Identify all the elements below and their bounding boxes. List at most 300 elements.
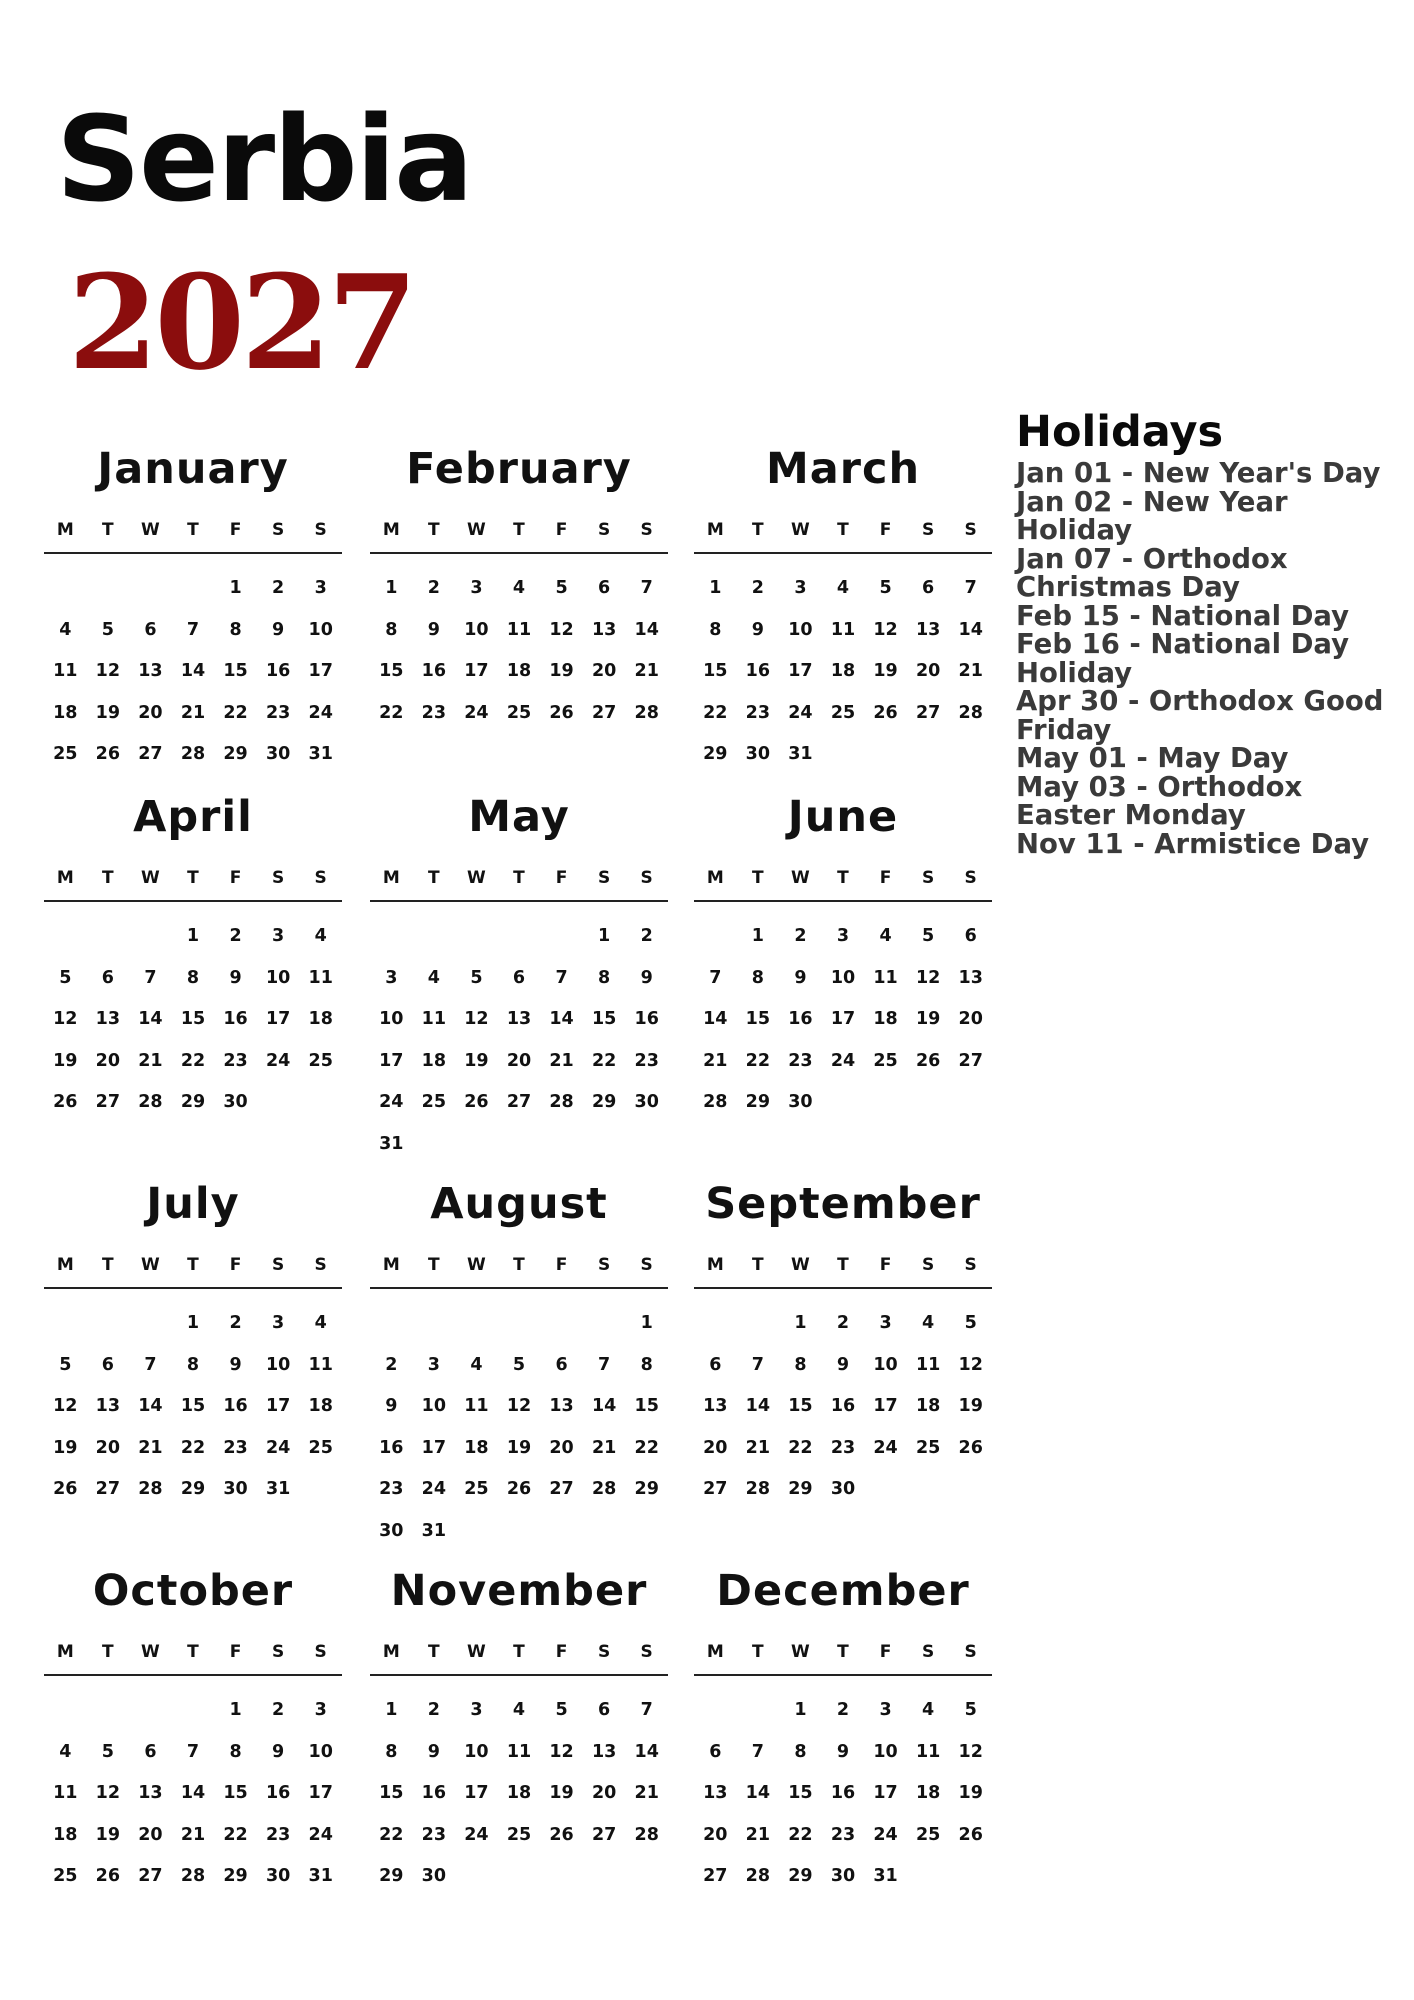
day-cell: 15 [180,1009,206,1029]
day-cell: 10 [421,1396,447,1416]
weekday-header: S [597,520,611,540]
day-cell: 16 [379,1437,404,1458]
day-cell: 19 [958,1783,983,1803]
day-cell: 11 [53,661,78,681]
weekday-header: T [513,1642,525,1662]
day-cell: 11 [53,1783,78,1803]
day-cell: 8 [385,619,398,640]
day-cell: 29 [788,1866,813,1886]
weekday-header: T [513,1255,525,1275]
day-cell: 16 [223,1009,248,1029]
country-title: Serbia [56,90,472,228]
day-cell: 15 [591,1009,617,1029]
weekday-header: W [141,520,160,540]
day-cell: 6 [101,967,114,988]
weekday-header: M [382,868,400,888]
day-cell: 21 [180,702,206,723]
empty-cell [129,1303,172,1345]
weekday-header: W [467,868,486,888]
day-cell: 3 [794,578,807,598]
day-cell: 20 [703,1824,728,1845]
day-cell: 29 [379,1866,404,1886]
day-cell: 26 [873,702,898,723]
day-cell: 8 [709,619,722,640]
day-cell: 20 [958,1009,983,1029]
weekday-header: S [640,868,653,888]
weekday-header: T [752,1255,764,1275]
day-cell: 23 [265,702,291,723]
day-cell: 18 [915,1396,941,1416]
day-cell: 8 [794,1354,807,1375]
day-cell: 24 [830,1050,856,1071]
day-cell: 29 [634,1479,659,1499]
day-cell: 23 [830,1824,856,1845]
day-cell: 29 [591,1092,617,1112]
day-cell: 30 [379,1520,404,1541]
day-cell: 5 [59,967,72,988]
day-cell: 18 [308,1009,333,1029]
empty-cell [44,1303,87,1345]
day-cell: 17 [265,1009,291,1029]
day-cell: 28 [745,1479,771,1499]
empty-cell [413,1303,456,1345]
empty-cell [694,1690,737,1732]
day-cell: 23 [265,1824,291,1845]
day-cell: 25 [464,1479,489,1499]
day-cell: 23 [421,702,447,723]
day-grid [694,568,992,776]
day-cell: 1 [385,1700,398,1720]
day-cell: 9 [427,1741,440,1762]
day-cell: 25 [506,702,532,723]
weekday-header: S [271,520,285,540]
day-cell: 2 [427,578,440,598]
day-cell: 13 [703,1396,728,1416]
day-cell: 19 [95,1824,121,1845]
day-cell: 11 [308,967,333,988]
day-cell: 12 [506,1396,532,1416]
day-cell: 5 [964,1700,977,1720]
day-cell: 7 [640,578,653,598]
day-cell: 27 [591,702,617,723]
weekday-header: W [467,520,486,540]
day-cell: 17 [265,1396,291,1416]
day-cell: 16 [830,1396,856,1416]
day-cell: 11 [830,619,856,640]
day-cell: 26 [915,1050,941,1071]
day-grid [370,1303,668,1552]
day-cell: 4 [836,578,850,598]
day-cell: 31 [379,1133,404,1154]
weekday-header: M [382,1642,400,1662]
empty-cell [172,1690,215,1732]
day-cell: 16 [745,661,771,681]
weekday-header: W [791,1642,810,1662]
day-cell: 22 [591,1050,617,1071]
weekday-header: T [428,868,440,888]
day-cell: 3 [836,926,850,946]
day-cell: 20 [591,1783,617,1803]
weekday-header: T [428,1642,440,1662]
weekday-header: F [555,520,568,540]
day-cell: 24 [464,702,489,723]
day-cell: 21 [591,1437,617,1458]
day-cell: 14 [958,619,983,640]
weekday-header: W [141,1255,160,1275]
day-cell: 9 [836,1354,850,1375]
day-cell: 10 [464,619,489,640]
day-cell: 9 [385,1396,398,1416]
weekday-header: T [513,520,525,540]
day-cell: 12 [464,1009,489,1029]
day-cell: 13 [958,967,983,988]
weekday-header: S [597,1255,611,1275]
day-cell: 28 [549,1092,574,1112]
day-cell: 7 [709,967,722,988]
day-cell: 6 [144,619,157,640]
month-name: December [716,1566,970,1616]
day-cell: 8 [751,967,764,988]
day-cell: 8 [794,1741,807,1762]
month-january [44,444,342,776]
month-name: January [97,444,289,494]
weekday-header-row [370,856,668,902]
day-cell: 27 [915,702,941,723]
day-cell: 2 [229,926,242,946]
day-cell: 11 [421,1009,447,1029]
day-cell: 16 [223,1396,248,1416]
holiday-item: May 03 - Orthodox Easter Monday [1016,770,1303,832]
weekday-header: W [141,1642,160,1662]
day-cell: 3 [314,1700,327,1720]
weekday-header: S [921,1642,935,1662]
day-cell: 1 [229,1700,242,1720]
month-name: October [92,1566,294,1616]
empty-cell [413,916,456,958]
day-cell: 7 [555,967,568,988]
day-cell: 20 [138,1824,163,1845]
day-cell: 27 [138,1866,163,1886]
month-name: July [146,1179,240,1229]
day-cell: 9 [836,1741,850,1762]
day-cell: 16 [265,1783,291,1803]
day-cell: 12 [95,661,121,681]
weekday-header-row [44,508,342,554]
day-cell: 29 [223,744,248,764]
day-cell: 26 [53,1092,78,1112]
day-cell: 23 [745,702,771,723]
day-cell: 10 [873,1354,898,1375]
day-cell: 2 [836,1313,850,1333]
day-grid [44,916,342,1124]
empty-cell [44,568,87,610]
day-cell: 6 [144,1741,157,1762]
weekday-header: T [752,1642,764,1662]
day-cell: 23 [223,1437,248,1458]
day-cell: 21 [634,661,659,681]
empty-cell [455,1303,498,1345]
weekday-header-row [370,508,668,554]
day-cell: 4 [922,1700,935,1720]
day-cell: 21 [549,1050,574,1071]
day-cell: 27 [703,1479,728,1499]
day-cell: 17 [421,1437,447,1458]
day-cell: 23 [634,1050,659,1071]
day-cell: 22 [379,702,404,723]
month-name: June [787,792,899,842]
weekday-header: F [229,1642,242,1662]
day-cell: 16 [634,1009,659,1029]
weekday-header-row [370,1630,668,1676]
empty-cell [129,916,172,958]
weekday-header: T [837,1642,849,1662]
empty-cell [540,916,583,958]
day-cell: 27 [549,1479,574,1499]
day-cell: 7 [964,578,977,598]
day-cell: 31 [265,1479,291,1499]
month-september [694,1179,992,1511]
day-cell: 10 [265,1354,291,1375]
day-cell: 30 [788,1092,813,1112]
weekday-header: M [706,1255,724,1275]
day-cell: 24 [265,1437,291,1458]
weekday-header: T [102,868,114,888]
day-cell: 7 [144,1354,157,1375]
day-cell: 27 [958,1050,983,1071]
day-cell: 7 [751,1354,764,1375]
weekday-header: M [56,868,74,888]
day-cell: 1 [229,578,242,598]
day-cell: 11 [464,1396,489,1416]
day-cell: 4 [59,1741,72,1762]
weekday-header-row [694,508,992,554]
day-cell: 28 [958,702,983,723]
day-cell: 3 [879,1700,892,1720]
day-cell: 3 [427,1354,440,1375]
day-cell: 18 [421,1050,447,1071]
day-cell: 28 [745,1866,771,1886]
month-november [370,1566,668,1898]
weekday-header: S [597,1642,611,1662]
month-name: May [468,792,570,842]
day-cell: 8 [229,1741,242,1762]
day-cell: 13 [506,1009,532,1029]
day-cell: 29 [703,744,728,764]
weekday-header: M [56,1642,74,1662]
day-cell: 21 [180,1824,206,1845]
day-cell: 21 [138,1437,163,1458]
day-grid [694,1690,992,1898]
empty-cell [737,1690,780,1732]
day-cell: 4 [59,619,72,640]
day-cell: 16 [830,1783,856,1803]
weekday-header: W [791,520,810,540]
day-cell: 25 [506,1824,532,1845]
holidays-panel [1016,407,1408,860]
day-grid [370,568,668,734]
day-cell: 24 [873,1824,898,1845]
day-cell: 31 [308,744,333,764]
day-cell: 8 [186,967,200,988]
day-cell: 4 [314,1313,327,1333]
day-cell: 18 [915,1783,941,1803]
day-cell: 26 [506,1479,532,1499]
day-cell: 1 [794,1313,807,1333]
day-cell: 15 [379,661,404,681]
day-cell: 15 [788,1783,813,1803]
day-cell: 18 [53,1824,78,1845]
day-cell: 2 [385,1354,398,1375]
holiday-item: Apr 30 - Orthodox Good Friday [1016,685,1384,746]
day-cell: 31 [788,744,813,764]
empty-cell [498,916,541,958]
day-cell: 2 [640,926,653,946]
day-cell: 22 [703,702,728,723]
day-cell: 15 [223,661,248,681]
empty-cell [172,568,215,610]
day-cell: 26 [958,1437,983,1458]
empty-cell [87,568,130,610]
day-cell: 10 [788,619,813,640]
weekday-header: S [271,1642,285,1662]
weekday-header: T [187,1642,199,1662]
day-cell: 12 [95,1783,121,1803]
weekday-header: F [555,1255,568,1275]
day-cell: 25 [308,1050,333,1071]
day-cell: 7 [186,1741,200,1762]
day-cell: 9 [640,967,653,988]
day-cell: 26 [958,1824,983,1845]
weekday-header: W [467,1255,486,1275]
day-grid [370,1690,668,1898]
day-cell: 22 [180,1050,206,1071]
day-cell: 1 [709,578,722,598]
day-cell: 17 [464,661,489,681]
day-cell: 14 [180,1783,206,1803]
weekday-header-row [44,1630,342,1676]
day-cell: 20 [506,1050,532,1071]
weekday-header: T [837,1255,849,1275]
day-cell: 12 [958,1741,983,1762]
day-cell: 28 [703,1092,728,1112]
day-cell: 26 [464,1092,489,1112]
empty-cell [44,1690,87,1732]
day-grid [370,916,668,1165]
day-cell: 14 [634,1741,659,1762]
weekday-header-row [694,856,992,902]
empty-cell [87,1303,130,1345]
day-cell: 20 [138,702,163,723]
day-cell: 5 [922,926,935,946]
empty-cell [129,1690,172,1732]
weekday-header: W [141,868,160,888]
day-cell: 2 [427,1700,440,1720]
weekday-header: T [837,868,849,888]
day-cell: 30 [830,1479,856,1499]
day-cell: 22 [788,1437,813,1458]
day-cell: 21 [138,1050,163,1071]
day-cell: 25 [915,1824,941,1845]
day-cell: 14 [745,1783,771,1803]
day-cell: 28 [634,1824,659,1845]
weekday-header: T [752,520,764,540]
day-cell: 6 [709,1741,722,1762]
day-cell: 9 [272,1741,285,1762]
day-cell: 14 [634,619,659,640]
day-cell: 16 [421,661,447,681]
month-december [694,1566,992,1898]
weekday-header: M [56,1255,74,1275]
holiday-list [1016,459,1408,858]
day-cell: 17 [788,661,813,681]
month-may [370,792,668,1165]
day-cell: 20 [915,661,941,681]
day-cell: 6 [512,967,526,988]
weekday-header: S [964,1642,977,1662]
day-cell: 1 [751,926,764,946]
day-cell: 26 [549,702,574,723]
day-cell: 30 [265,744,291,764]
day-cell: 18 [830,661,856,681]
day-cell: 10 [265,967,291,988]
day-cell: 5 [555,1700,568,1720]
weekday-header-row [694,1630,992,1676]
weekday-header: S [921,1255,935,1275]
day-cell: 13 [591,619,617,640]
day-cell: 9 [794,967,807,988]
month-name: April [133,792,253,842]
day-cell: 3 [879,1313,892,1333]
weekday-header: W [791,868,810,888]
day-cell: 14 [138,1009,163,1029]
day-cell: 8 [229,619,242,640]
weekday-header-row [694,1243,992,1289]
weekday-header: M [706,868,724,888]
day-cell: 27 [591,1824,617,1845]
day-cell: 12 [549,619,574,640]
weekday-header: S [271,868,285,888]
day-cell: 4 [922,1313,935,1333]
day-cell: 24 [421,1479,447,1499]
day-cell: 10 [830,967,856,988]
day-grid [44,1303,342,1511]
weekday-header: M [706,1642,724,1662]
day-cell: 14 [745,1396,771,1416]
holiday-item: Nov 11 - Armistice Day [1016,827,1370,860]
day-cell: 15 [788,1396,813,1416]
day-cell: 21 [703,1050,728,1071]
day-cell: 21 [958,661,983,681]
day-cell: 6 [555,1354,568,1375]
weekday-header: T [187,868,199,888]
day-cell: 2 [836,1700,850,1720]
day-cell: 12 [53,1396,78,1416]
empty-cell [694,1303,737,1345]
day-cell: 17 [873,1396,898,1416]
day-cell: 22 [180,1437,206,1458]
weekday-header: F [879,520,892,540]
day-cell: 10 [464,1741,489,1762]
empty-cell [370,1303,413,1345]
month-april [44,792,342,1124]
day-cell: 13 [95,1009,121,1029]
day-cell: 27 [95,1479,121,1499]
day-cell: 19 [549,1783,574,1803]
month-name: March [765,444,921,494]
day-cell: 13 [915,619,941,640]
day-cell: 4 [512,578,526,598]
weekday-header: S [964,520,977,540]
